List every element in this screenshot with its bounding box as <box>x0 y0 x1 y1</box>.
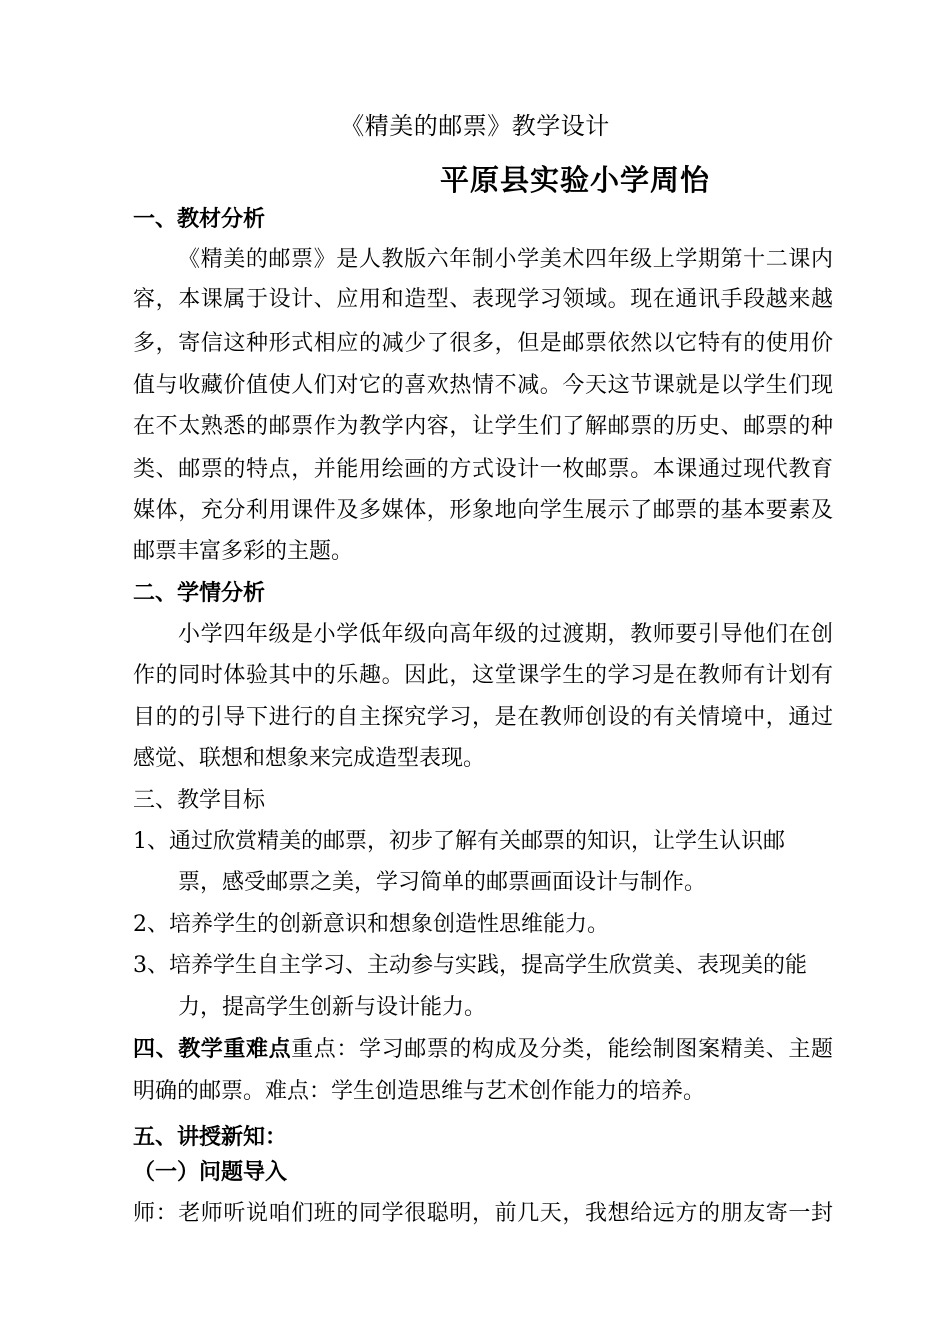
key-points-continued: 明确的邮票。难点：学生创造思维与艺术创作能力的培养。 <box>133 1079 706 1104</box>
section-heading-new-knowledge: 五、讲授新知： <box>133 1125 288 1150</box>
objective-item-1: 1、通过欣赏精美的邮票，初步了解有关邮票的知识，让学生认识邮 <box>133 829 785 854</box>
key-points-text: 重点：学习邮票的构成及分类，能绘制图案精美、主题 <box>291 1037 833 1062</box>
dialogue-line: 师：老师听说咱们班的同学很聪明，前几天，我想给远方的朋友寄一封 <box>133 1201 833 1226</box>
subheading-question-intro: （一）问题导入 <box>133 1160 288 1185</box>
paragraph-line: 邮票丰富多彩的主题。 <box>133 539 354 564</box>
paragraph-line: 感觉、联想和想象来完成造型表现。 <box>133 746 486 771</box>
paragraph-line: 小学四年级是小学低年级向高年级的过渡期，教师要引导他们在创 <box>178 622 833 647</box>
paragraph-line: 作的同时体验其中的乐趣。因此，这堂课学生的学习是在教师有计划有 <box>133 663 833 688</box>
objective-item-1-continued: 票，感受邮票之美，学习简单的邮票画面设计与制作。 <box>178 870 707 895</box>
document-title: 《精美的邮票》教学设计 <box>340 112 610 140</box>
section-heading-key-points: 四、教学重难点 <box>133 1037 292 1062</box>
key-points-line <box>133 1034 833 1066</box>
paragraph-line: 在不太熟悉的邮票作为教学内容，让学生们了解邮票的历史、邮票的种 <box>133 414 833 439</box>
paragraph-line: 类、邮票的特点，并能用绘画的方式设计一枚邮票。本课通过现代教育 <box>133 457 833 482</box>
paragraph-line: 值与收藏价值使人们对它的喜欢热情不减。今天这节课就是以学生们现 <box>133 373 833 398</box>
section-heading-objectives: 三、教学目标 <box>133 788 266 813</box>
paragraph-line: 容，本课属于设计、应用和造型、表现学习领域。现在通讯手段越来越 <box>133 287 833 312</box>
section-heading-learners: 二、学情分析 <box>133 581 266 606</box>
paragraph-line: 目的的引导下进行的自主探究学习，是在教师创设的有关情境中，通过 <box>133 705 833 730</box>
paragraph-line: 媒体，充分利用课件及多媒体，形象地向学生展示了邮票的基本要素及 <box>133 498 833 523</box>
objective-item-3-continued: 力，提高学生创新与设计能力。 <box>178 995 487 1020</box>
document-author: 平原县实验小学周怡 <box>440 163 711 197</box>
objective-item-3: 3、培养学生自主学习、主动参与实践，提高学生欣赏美、表现美的能 <box>133 953 807 978</box>
objective-item-2: 2、培养学生的创新意识和想象创造性思维能力。 <box>133 912 609 937</box>
section-heading-materials: 一、教材分析 <box>133 207 266 232</box>
paragraph-line: 多，寄信这种形式相应的减少了很多，但是邮票依然以它特有的使用价 <box>133 331 833 356</box>
paragraph-line: 《精美的邮票》是人教版六年制小学美术四年级上学期第十二课内 <box>178 247 833 272</box>
